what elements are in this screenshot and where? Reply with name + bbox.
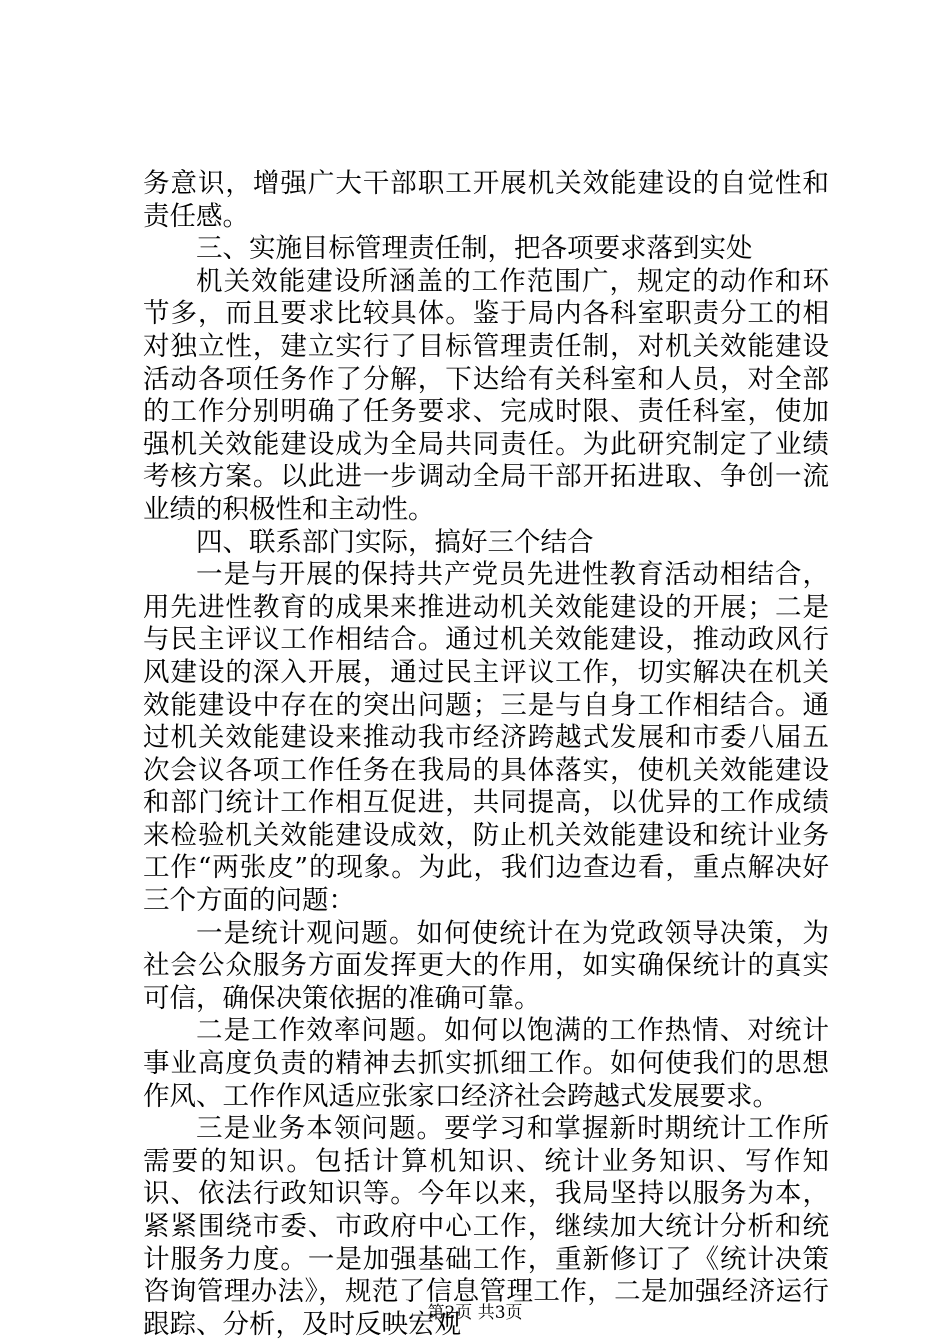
paragraph-section-3: 机关效能建设所涵盖的工作范围广，规定的动作和环节多，而且要求比较具体。鉴于局内各科室职责分工的相对独立性，建立实行了目标管理责任制，对机关效能建设活动各项任务作了分解，下达给有关科室和人员，对全部的工作分别明确了任务要求、完成时限、责任科室，使加强机关效能建设成为全局共同责任。为此研究制定了业绩考核方案。以此进一步调动全局干部开拓进取、争创一流业绩的积极性和主动性。 [143, 265, 829, 525]
paragraph-issue-2: 二是工作效率问题。如何以饱满的工作热情、对统计事业高度负责的精神去抓实抓细工作。如何使我们的思想作风、工作作风适应张家口经济社会跨越式发展要求。 [143, 1015, 829, 1112]
section-heading-3: 三、实施目标管理责任制，把各项要求落到实处 [196, 233, 753, 265]
page-number-label: 第2页 共3页 [427, 1303, 523, 1323]
paragraph-section-4: 一是与开展的保持共产党员先进性教育活动相结合，用先进性教育的成果来推进动机关效能建设的开展；二是与民主评议工作相结合。通过机关效能建设，推动政风行风建设的深入开展，通过民主评议工作，切实解决在机关效能建设中存在的突出问题；三是与自身工作相结合。通过机关效能建设来推动我市经济跨越式发展和市委八届五次会议各项工作任务在我局的具体落实，使机关效能建设和部门统计工作相互促进，共同提高，以优异的工作成绩来检验机关效能建设成效，防止机关效能建设和统计业务工作“两张皮”的现象。为此，我们边查边看，重点解决好三个方面的问题： [143, 559, 829, 917]
paragraph-issue-1: 一是统计观问题。如何使统计在为党政领导决策，为社会公众服务方面发挥更大的作用，如实确保统计的真实可信，确保决策依据的准确可靠。 [143, 917, 829, 1014]
document-body [143, 168, 829, 1341]
page-footer [0, 1303, 950, 1323]
section-heading-4: 四、联系部门实际，搞好三个结合 [196, 526, 594, 558]
paragraph-continuation: 务意识，增强广大干部职工开展机关效能建设的自觉性和责任感。 [143, 168, 829, 232]
paragraph-issue-3: 三是业务本领问题。要学习和掌握新时期统计工作所需要的知识。包括计算机知识、统计业务知识、写作知识、依法行政知识等。今年以来，我局坚持以服务为本，紧紧围绕市委、市政府中心工作，继续加大统计分析和统计服务力度。一是加强基础工作，重新修订了《统计决策咨询管理办法》，规范了信息管理工作，二是加强经济运行跟踪、分析，及时反映宏观 [143, 1113, 829, 1340]
